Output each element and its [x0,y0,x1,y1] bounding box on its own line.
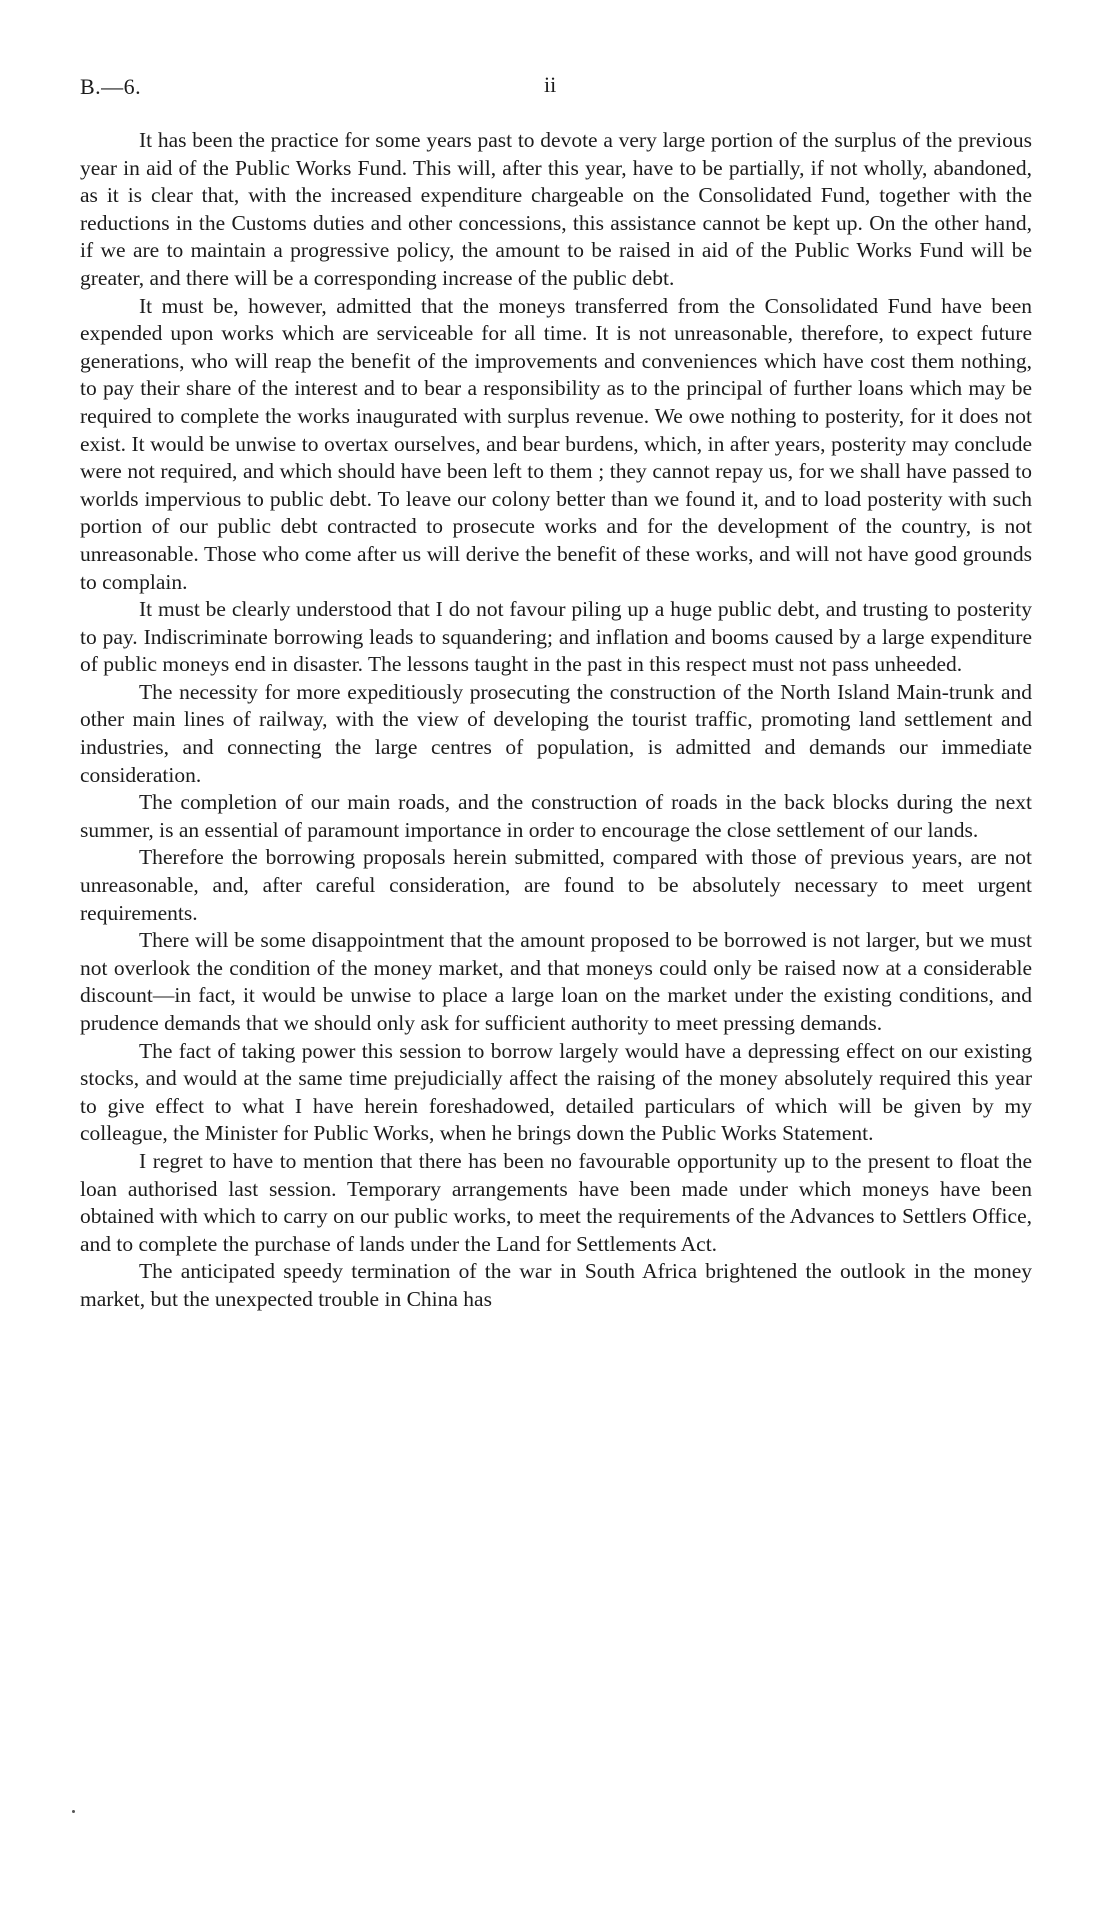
scan-speck [72,1810,75,1813]
page-number: ii [544,72,557,97]
page-header [80,0,1032,100]
paragraph-loan-authorised: I regret to have to mention that there has been no favourable opportunity up to the present to float the loan authorised last session. Temporary arrangements have been made under which moneys have been obtained with which to carry on our public works, to meet the requirements of the Advances to Settlers Office, and to complete the purchase of lands under the Land for Settlements Act. [80,1148,1032,1256]
paragraph-borrowing-proposals: Therefore the borrowing proposals herein submitted, compared with those of previous years, are not unreasonable, and, after careful consideration, are found to be absolutely necessary to meet urgent requirements. [80,845,1032,925]
paragraph-south-africa-china: The anticipated speedy termination of the war in South Africa brightened the outlook in the money market, but the unexpected trouble in China has [80,1259,1032,1311]
document-reference: B.—6. [80,74,142,99]
body-text [80,127,1032,1314]
paragraph-consolidated-fund: It must be, however, admitted that the moneys transferred from the Consolidated Fund have been expended upon works which are serviceable for all time. It is not unreasonable, therefore, to expect future generations, who will reap the benefit of the improvements and conveniences which have cost them nothing, to pay their share of the interest and to bear a responsibility as to the principal of further loans which may be required to complete the works inaugurated with surplus revenue. We owe nothing to posterity, for it does not exist. It would be unwise to overtax ourselves, and bear burdens, which, in after years, posterity may conclude were not required, and which should have been left to them ; they cannot repay us, for we shall have passed to worlds impervious to public debt. To leave our colony better than we found it, and to load posterity with such portion of our public debt contracted to prosecute works and for the development of the country, is not unreasonable. Those who come after us will derive the benefit of these works, and will not have good grounds to complain. [80,293,1032,594]
document-page [80,0,1032,1311]
paragraph-main-roads: The completion of our main roads, and the construction of roads in the back blocks during the next summer, is an essential of paramount importance in order to encourage the close settlement of our lands. [80,790,1032,842]
paragraph-surplus-public-works: It has been the practice for some years past to devote a very large portion of the surplus of the previous year in aid of the Public Works Fund. This will, after this year, have to be partially, if not wholly, abandoned, as it is clear that, with the increased expenditure chargeable on the Consolidated Fund, together with the reductions in the Customs duties and other concessions, this assistance cannot be kept up. On the other hand, if we are to maintain a progressive policy, the amount to be raised in aid of the Public Works Fund will be greater, and there will be a corresponding increase of the public debt. [80,128,1032,290]
paragraph-existing-stocks: The fact of taking power this session to borrow largely would have a depressing effect on our existing stocks, and would at the same time prejudicially affect the raising of the money absolutely required this year to give effect to what I have herein foreshadowed, detailed particulars of which will be given by my colleague, the Minister for Public Works, when he brings down the Public Works Statement. [80,1038,1032,1146]
paragraph-money-market: There will be some disappointment that the amount proposed to be borrowed is not larger, but we must not overlook the condition of the money market, and that moneys could only be raised now at a considerable discount—in fact, it would be unwise to place a large loan on the market under the existing conditions, and prudence demands that we should only ask for sufficient authority to meet pressing demands. [80,928,1032,1035]
paragraph-public-debt-caution: It must be clearly understood that I do not favour piling up a huge public debt, and trusting to posterity to pay. Indiscriminate borrowing leads to squandering; and inflation and booms caused by a large expenditure of public moneys end in disaster. The lessons taught in the past in this respect must not pass unheeded. [80,597,1032,677]
paragraph-railway-construction: The necessity for more expeditiously prosecuting the construction of the North Island Main-trunk and other main lines of railway, with the view of developing the tourist traffic, promoting land settlement and industries, and connecting the large centres of population, is admitted and demands our immediate consideration. [80,679,1032,787]
